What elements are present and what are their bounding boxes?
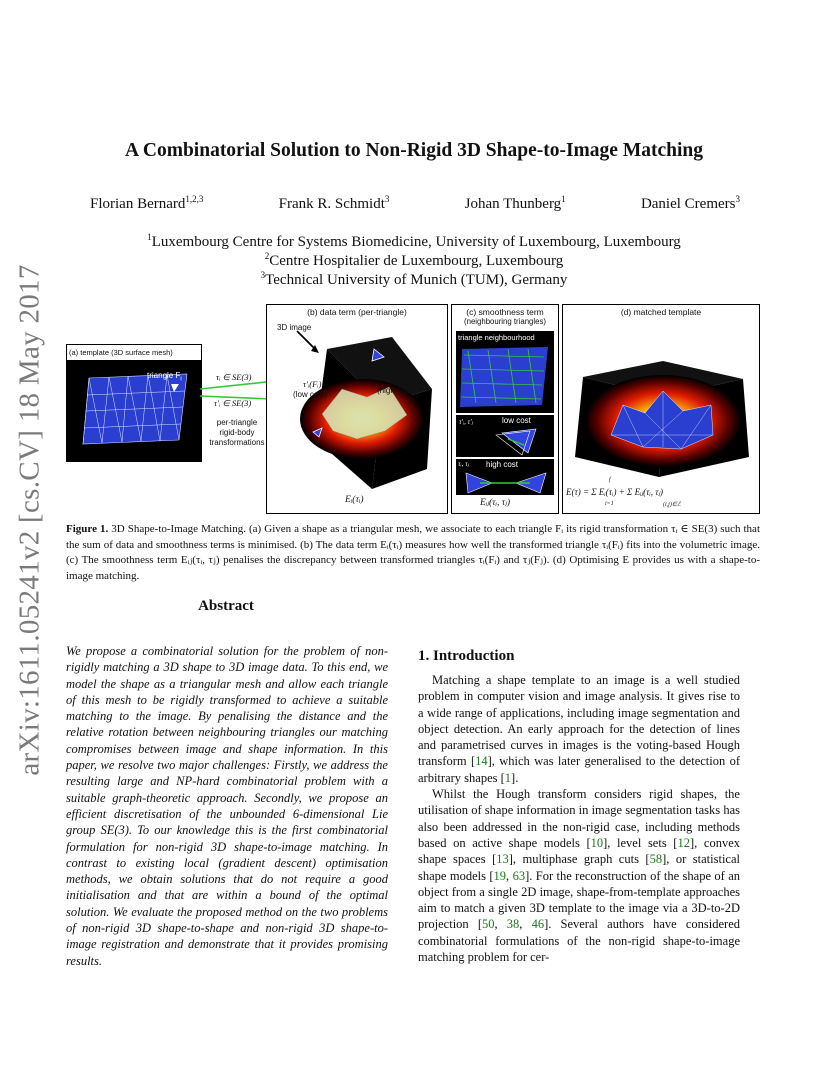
citation-link[interactable]: 12: [677, 835, 690, 850]
sum-lower-limit: i=1: [605, 501, 614, 507]
image-label: 3D image: [277, 323, 312, 332]
arxiv-stamp: [10, 264, 50, 776]
intro-heading: 1. Introduction: [418, 648, 515, 664]
panel-b-title: (b) data term (per-triangle): [307, 307, 407, 317]
text-run: ], or statistical shape models [: [418, 852, 741, 883]
smooth-high-cost: high cost: [486, 460, 519, 469]
high-cost-math: τᵢ(Fᵢ): [391, 375, 408, 385]
energy-equation: E(τ) = Σ Eᵢ(τᵢ) + Σ Eᵢⱼ(τᵢ, τⱼ): [566, 487, 664, 497]
intro-paragraph: [418, 672, 740, 786]
caption-text: 3D Shape-to-Image Matching. (a) Given a shape as a triangular mesh, we associate to each triangle Fᵢ its rigid transformation τᵢ ∈ SE(3) such that the sum of data and smoothness terms is minimised. (b) The data term Eᵢ(τᵢ) measures how well the transformed triangle τᵢ(Fᵢ) fits into the volumetric image. (c) The smoothness term Eᵢⱼ(τᵢ, τⱼ) penalises the discrepancy between transformed triangles τᵢ(Fᵢ) and τⱼ(Fⱼ). (d) Optimising E provides us with a shape-to-image matching.: [66, 523, 760, 582]
panel-a-title: (a) template (3D surface mesh): [69, 348, 173, 357]
citation-link[interactable]: 50: [482, 917, 495, 932]
text-run: Whilst the Hough transform considers rigid shapes, the utilisation of shape information in image segmentation tasks has also been addressed in the non-rigid case, including methods based on active shape models [: [418, 787, 740, 850]
affiliation: $^3$Technical University of Munich (TUM), Germany: [260, 270, 568, 288]
text-run: ,: [506, 868, 513, 883]
text-run: ,: [519, 917, 532, 932]
citation-link[interactable]: 19: [493, 868, 507, 883]
abstract-heading: Abstract: [198, 598, 254, 614]
text-run: ]. Several authors have considered combinatorial formulations of the non-rigid shape-to-image matching problem for cer-: [418, 917, 740, 965]
neighbourhood-label: triangle neighbourhood: [458, 333, 535, 342]
matched-render: [563, 317, 759, 477]
text-run: ], which was later generalised to the detection of arbitrary shapes [: [418, 754, 740, 785]
text-run: ]. For the reconstruction of the shape of an object from a single 2D image, shape-from-template approaches aim to match a given 3D template to the image via a 3D-to-2D projection [: [418, 868, 741, 932]
panel-matched-template: [562, 304, 760, 514]
citation-link[interactable]: 1: [504, 770, 512, 785]
panel-d-title: (d) matched template: [620, 307, 702, 317]
tau-label: τᵢ ∈ SE(3): [216, 372, 252, 382]
intro-paragraph: [418, 786, 740, 965]
citation-link[interactable]: 63: [512, 868, 526, 883]
text-run: ], multiphase graph cuts [: [508, 852, 650, 867]
text-run: ].: [511, 770, 519, 785]
author: Frank R. Schmidt$^3$: [278, 194, 390, 212]
text-run: ], convex shape spaces [: [418, 835, 740, 867]
figure-1: [66, 304, 760, 514]
citation-link[interactable]: 46: [531, 917, 545, 932]
citation-link[interactable]: 13: [496, 852, 509, 867]
panel-data-term: [266, 304, 448, 514]
affiliation: $^1$Luxembourg Centre for Systems Biomedicine, University of Luxembourg, Luxembourg: [147, 232, 681, 250]
citation-link[interactable]: 38: [506, 917, 520, 932]
sum-upper-limit: f: [609, 477, 611, 483]
neighbourhood-mesh: [456, 343, 554, 413]
citation-link[interactable]: 14: [475, 754, 488, 769]
transformations-label: transformations: [209, 438, 265, 447]
volume-render: [267, 319, 447, 494]
smooth-low-cost: low cost: [502, 416, 531, 425]
author-list: [90, 194, 740, 213]
panel-c-subtitle: (neighbouring triangles): [464, 317, 546, 326]
caption-label: Figure 1.: [66, 523, 109, 535]
paper-title: A Combinatorial Solution to Non-Rigid 3D Shape-to-Image Matching: [125, 140, 703, 161]
abstract-text: We propose a combinatorial solution for the problem of non-rigidly matching a 3D shape to 3D image data. To this end, we model the shape as a triangular mesh and allow each triangle of this mesh to be rigidly transformed to achieve a suitable matching to the image. By penalising the distance and the relative rotation between neighbouring triangles our matching compromises between image and shape information. In this paper, we resolve two major challenges: Firstly, we address the resulting large and NP-hard combinatorial problem with a suitable graph-theoretic approach. Secondly, we propose an efficient discretisation of the unbounded 6-dimensional Lie group SE(3). To our knowledge this is the first combinatorial formulation for non-rigid 3D shape-to-image matching. In contrast to existing local (gradient descent) optimisation methods, we obtain solutions that do not require a good initialisation and that are within a bound of the optimal solution. We evaluate the proposed method on the two problems of non-rigid 3D shape-to-shape and non-rigid 3D shape-to-image registration and demonstrate that it provides promising results.: [66, 644, 388, 968]
triangle-label: triangle $F_i$: [147, 371, 182, 383]
figure-caption: [66, 522, 760, 584]
text-run: ], level sets [: [603, 835, 678, 850]
panel-template: [66, 344, 202, 462]
author: Johan Thunberg$^1$: [464, 194, 566, 212]
author: Florian Bernard$^{1,2,3}$: [90, 194, 204, 212]
data-term: Eᵢ(τᵢ): [345, 495, 364, 505]
text-run: ,: [494, 917, 507, 932]
arxiv-stamp-text: arXiv:1611.05241v2 [cs.CV] 18 May 2017: [13, 264, 46, 776]
author: Daniel Cremers$^3$: [640, 194, 740, 212]
smoothness-term: Eᵢⱼ(τᵢ, τⱼ): [480, 498, 511, 508]
high-cost-taus: τᵢ, τⱼ: [458, 460, 469, 468]
citation-link[interactable]: 10: [590, 835, 604, 850]
sum-edge-limit: (i,j)∈ℰ: [663, 502, 681, 508]
high-cost-label: (high cost): [377, 386, 415, 395]
low-cost-math: τ′ᵢ(Fᵢ): [303, 379, 322, 389]
tau-prime-label: τ′ᵢ ∈ SE(3): [214, 398, 252, 408]
citation-link[interactable]: 58: [649, 852, 663, 867]
rigid-body-label: rigid-body: [219, 428, 255, 437]
low-cost-label: (low cost): [293, 390, 328, 399]
text-run: Matching a shape template to an image is a well studied problem in computer vision and image analysis. It gives rise to a wide range of applications, including image segmentation and object detection. An early approach for the detection of lines and parametrised curves in images is the voting-based Hough transform [: [418, 673, 740, 769]
intro-text: [418, 672, 740, 965]
panel-c-title: (c) smoothness term: [466, 307, 544, 317]
panel-smoothness-term: [451, 304, 559, 514]
low-cost-taus: τ′ᵢ, τ′ⱼ: [459, 418, 473, 426]
affiliation: $^2$Centre Hospitalier de Luxembourg, Luxembourg: [264, 251, 564, 269]
per-triangle-label: per-triangle: [216, 418, 258, 427]
